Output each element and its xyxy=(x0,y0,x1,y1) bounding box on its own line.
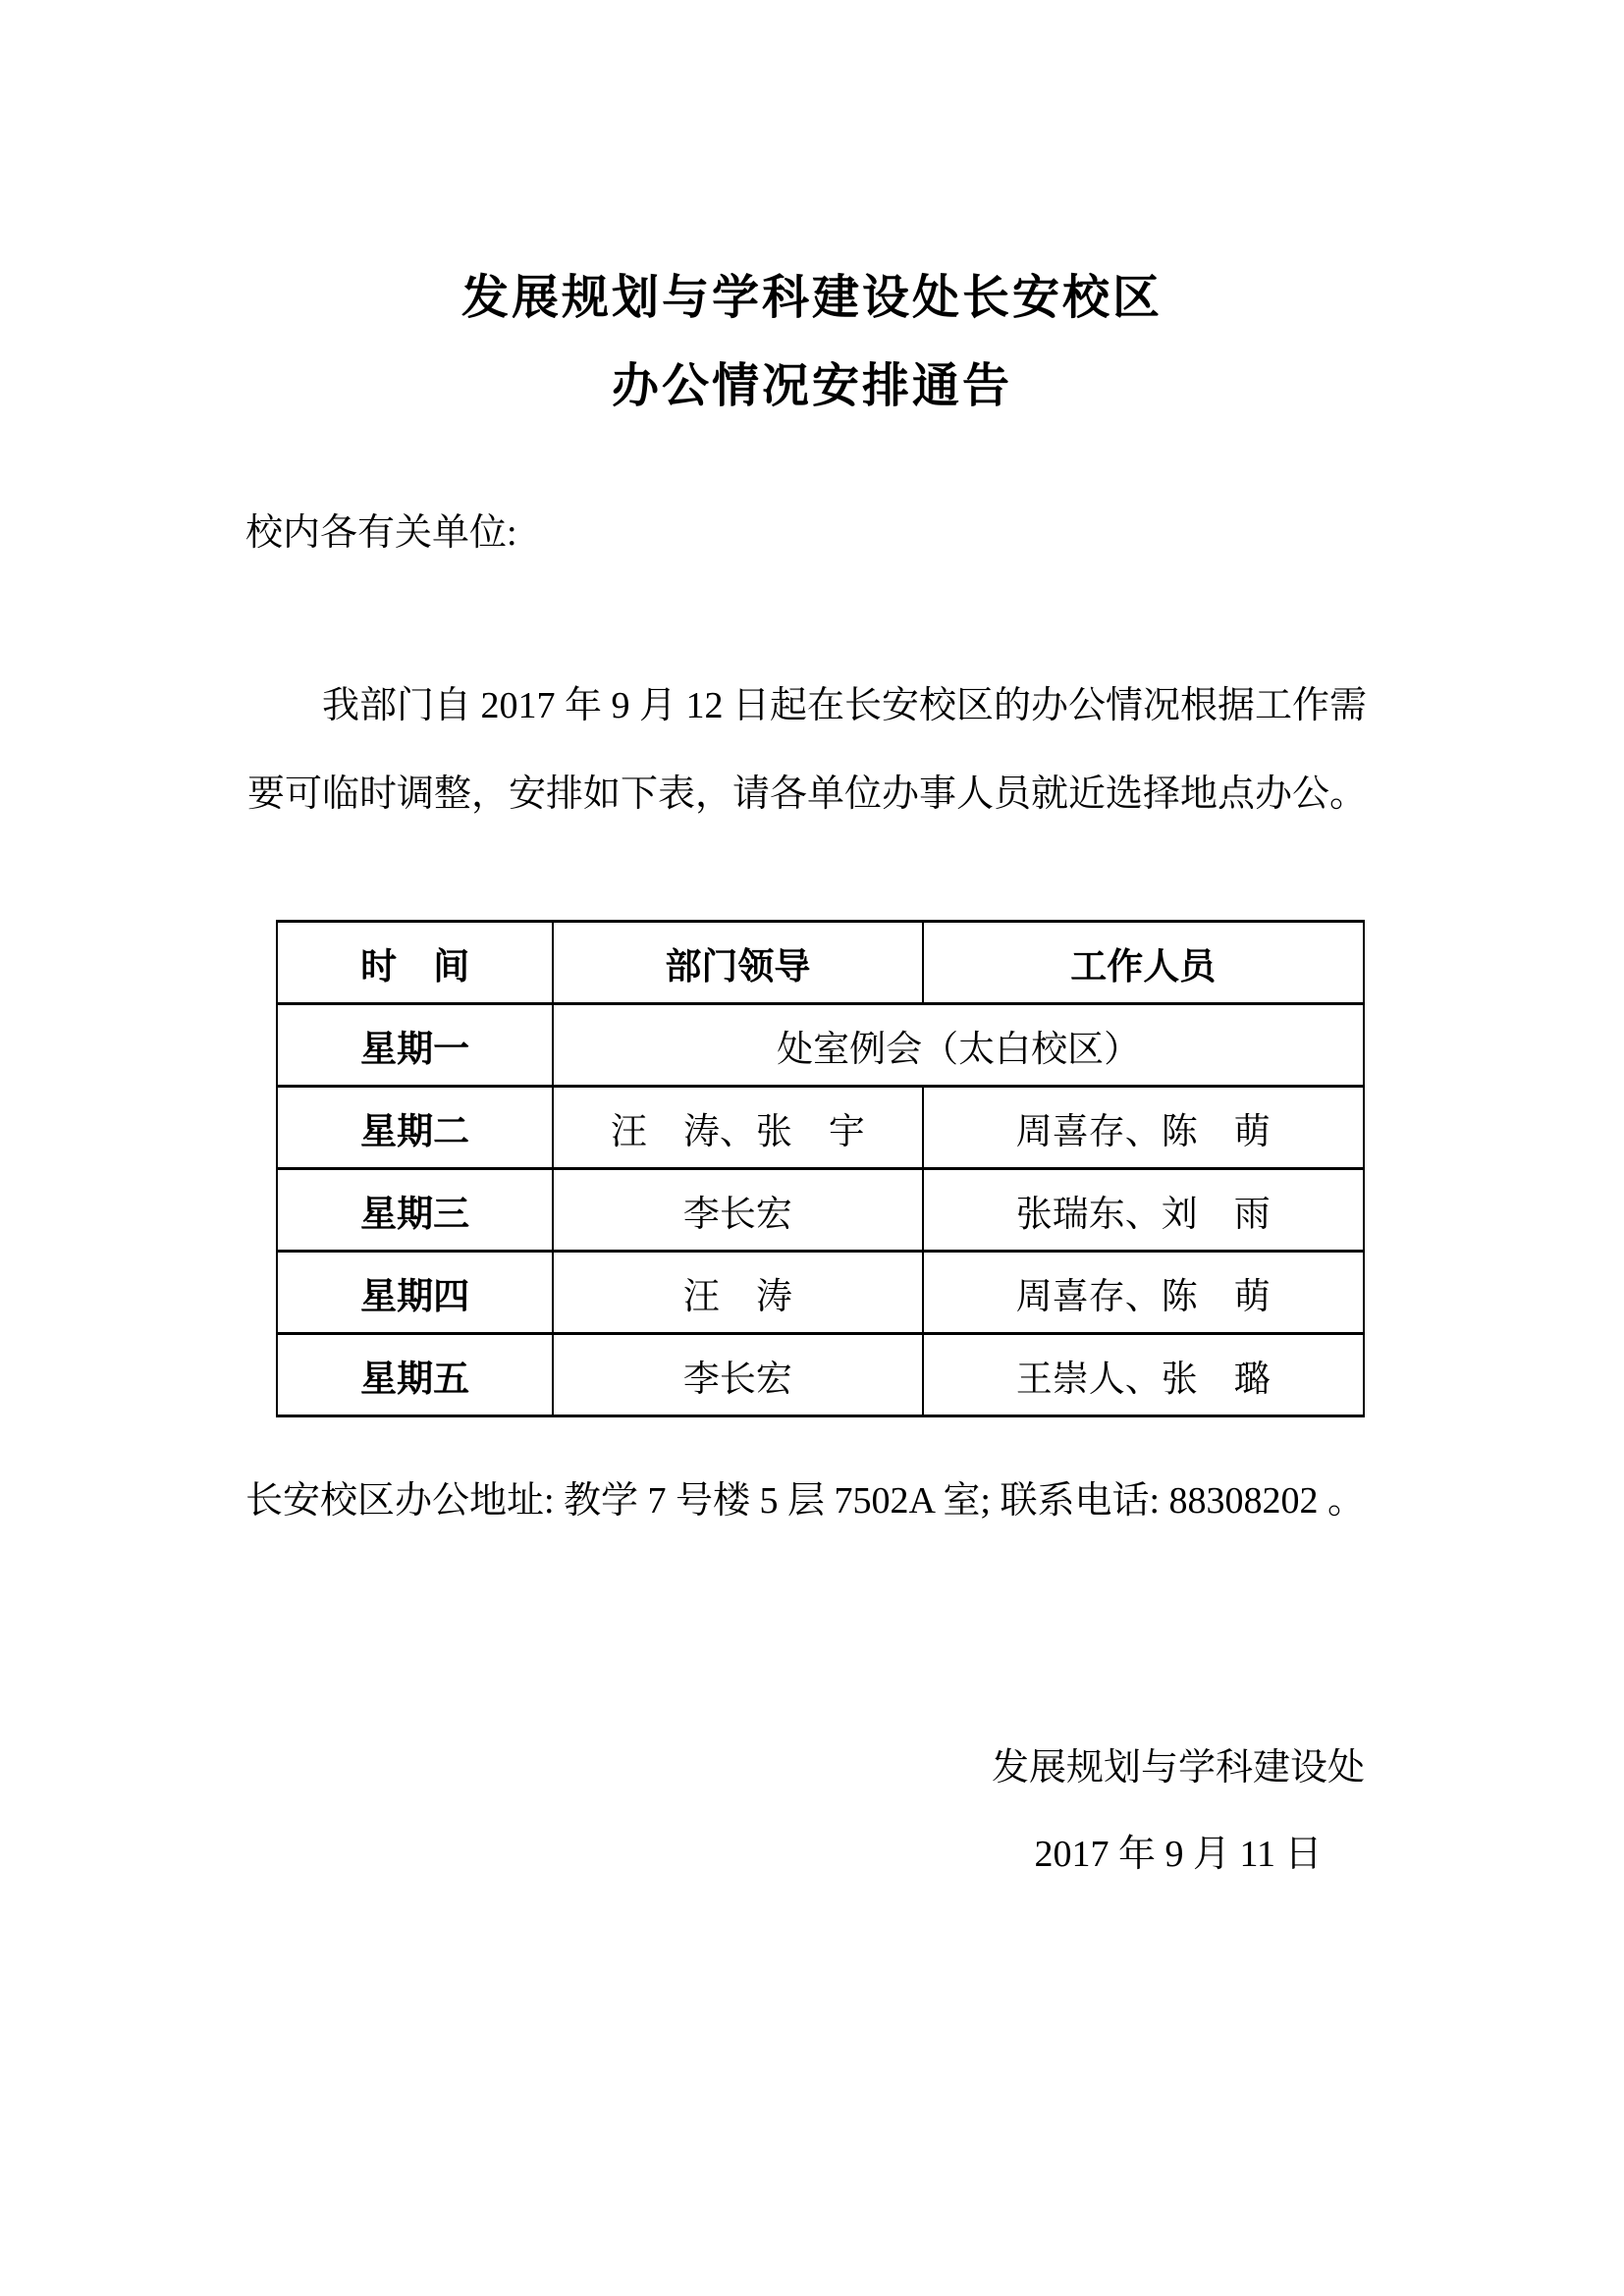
day-cell: 星期四 xyxy=(277,1252,553,1334)
salutation: 校内各有关单位: xyxy=(245,512,517,554)
leader-cell: 李长宏 xyxy=(553,1334,922,1416)
day-cell: 星期三 xyxy=(277,1169,553,1252)
leader-cell: 李长宏 xyxy=(553,1169,922,1252)
signature-department: 发展规划与学科建设处 xyxy=(991,1747,1365,1789)
leader-cell: 汪 涛、张 宇 xyxy=(553,1087,922,1169)
table-row xyxy=(277,1169,1364,1252)
header-time: 时 间 xyxy=(277,922,553,1004)
body-paragraph-line1: 我部门自 2017 年 9 月 12 日起在长安校区的办公情况根据工作需 xyxy=(322,685,1368,726)
staff-cell: 周喜存、陈 萌 xyxy=(923,1087,1364,1169)
table-row xyxy=(277,1087,1364,1169)
merged-meeting-cell: 处室例会（太白校区） xyxy=(553,1004,1364,1087)
day-cell: 星期一 xyxy=(277,1004,553,1087)
table-header-row xyxy=(277,922,1364,1004)
day-cell: 星期五 xyxy=(277,1334,553,1416)
table-row xyxy=(277,1252,1364,1334)
header-department-leader: 部门领导 xyxy=(553,922,922,1004)
staff-cell: 张瑞东、刘 雨 xyxy=(923,1169,1364,1252)
leader-cell: 汪 涛 xyxy=(553,1252,922,1334)
table-row xyxy=(277,1334,1364,1416)
document-title-line1: 发展规划与学科建设处长安校区 xyxy=(460,272,1163,324)
office-address-line: 长安校区办公地址: 教学 7 号楼 5 层 7502A 室; 联系电话: 88308202 。 xyxy=(245,1480,1366,1522)
table-row xyxy=(277,1004,1364,1087)
day-cell: 星期二 xyxy=(277,1087,553,1169)
staff-cell: 王崇人、张 璐 xyxy=(923,1334,1364,1416)
signature-date: 2017 年 9 月 11 日 xyxy=(1034,1834,1323,1875)
header-staff: 工作人员 xyxy=(923,922,1364,1004)
office-schedule-table xyxy=(276,920,1365,1417)
body-paragraph-line2: 要可临时调整，安排如下表，请各单位办事人员就近选择地点办公。 xyxy=(247,774,1368,815)
document-title-line2: 办公情况安排通告 xyxy=(611,360,1012,412)
staff-cell: 周喜存、陈 萌 xyxy=(923,1252,1364,1334)
